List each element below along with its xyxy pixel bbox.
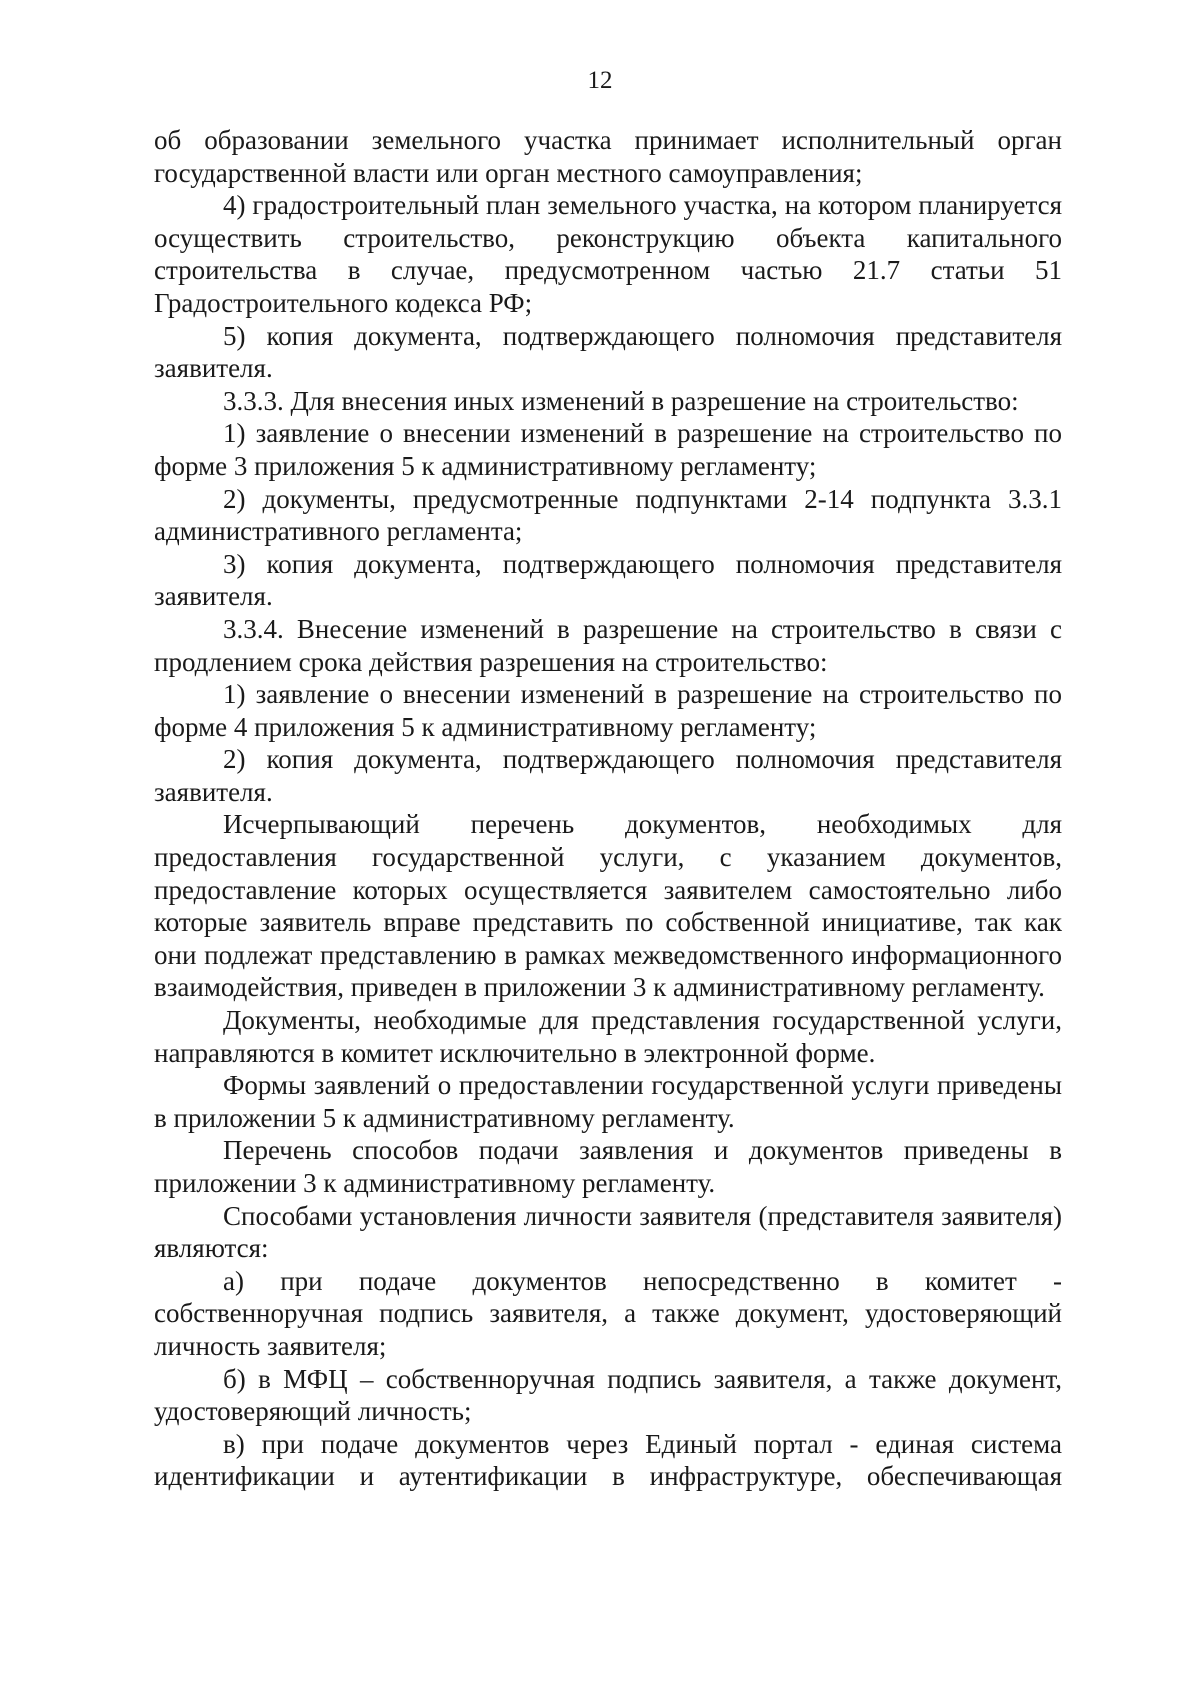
paragraph: Исчерпывающий перечень документов, необходимых для предоставления государственной услуги, с указанием документов, предоставление которых осуществляется заявителем самостоятельно либо которые заявитель вправе представить по собственной инициативе, так как они подлежат представлению в рамках межведомственного информационного взаимодействия, приведен в приложении 3 к административному регламенту. [154, 809, 1062, 1003]
paragraph: Способами установления личности заявителя (представителя заявителя) являются: [154, 1200, 1062, 1264]
paragraph: 2) документы, предусмотренные подпунктами 2-14 подпункта 3.3.1 административного регламента; [154, 483, 1062, 547]
paragraph: 3) копия документа, подтверждающего полномочия представителя заявителя. [154, 548, 1062, 612]
paragraph: Формы заявлений о предоставлении государственной услуги приведены в приложении 5 к административному регламенту. [154, 1070, 1062, 1133]
paragraph: 2) копия документа, подтверждающего полномочия представителя заявителя. [154, 744, 1062, 807]
paragraph: 5) копия документа, подтверждающего полномочия представителя заявителя. [154, 320, 1062, 384]
paragraph: 3.3.4. Внесение изменений в разрешение на строительство в связи с продлением срока действия разрешения на строительство: [154, 613, 1062, 677]
paragraph: б) в МФЦ – собственноручная подпись заявителя, а также документ, удостоверяющий личность; [154, 1363, 1062, 1427]
paragraph: Документы, необходимые для представления государственной услуги, направляются в комитет исключительно в электронной форме. [154, 1005, 1062, 1068]
paragraph: а) при подаче документов непосредственно в комитет - собственноручная подпись заявителя, а также документ, удостоверяющий личность заявителя; [154, 1265, 1062, 1361]
paragraph: об образовании земельного участка принимает исполнительный орган государственной власти или орган местного самоуправления; [154, 125, 1062, 188]
paragraph: 1) заявление о внесении изменений в разрешение на строительство по форме 4 приложения 5 к административному регламенту; [154, 679, 1062, 742]
page-number: 12 [587, 67, 613, 94]
paragraph: в) при подаче документов через Единый портал - единая система идентификации и аутентификации в инфраструктуре, обеспечивающая [154, 1428, 1062, 1492]
paragraph: 4) градостроительный план земельного участка, на котором планируется осуществить строительство, реконструкцию объекта капитального строительства в случае, предусмотренном частью 21.7 статьи 51 Градостроительного кодекса РФ; [154, 190, 1062, 318]
paragraph: Перечень способов подачи заявления и документов приведены в приложении 3 к административному регламенту. [154, 1135, 1062, 1198]
paragraph: 3.3.3. Для внесения иных изменений в разрешение на строительство: [223, 385, 1019, 416]
body-text [154, 124, 1062, 1493]
paragraph: 1) заявление о внесении изменений в разрешение на строительство по форме 3 приложения 5 к административному регламенту; [154, 418, 1062, 481]
